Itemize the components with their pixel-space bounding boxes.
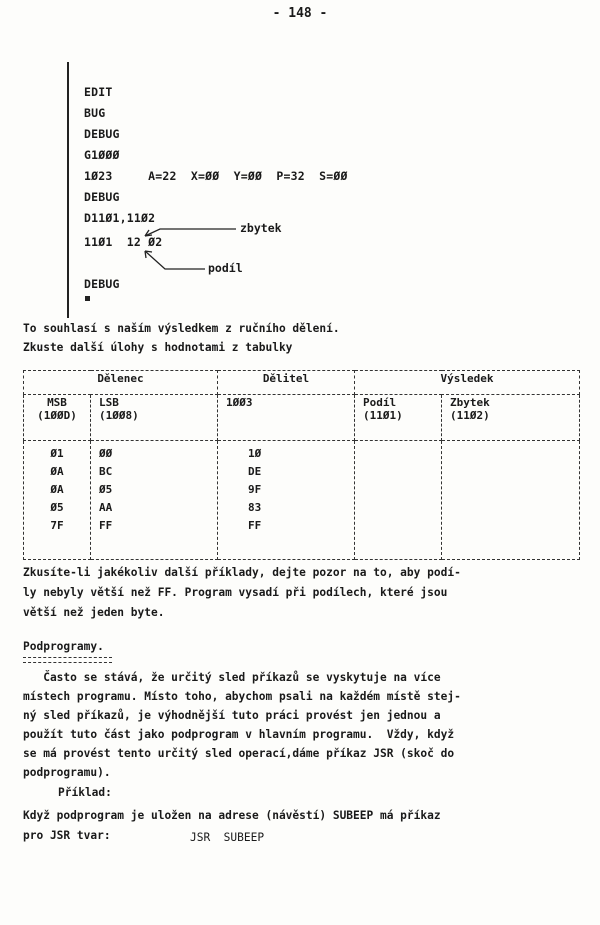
table-cell — [363, 499, 433, 517]
table-cell — [363, 463, 433, 481]
body-line: místech programu. Místo toho, abychom psali na každém místě stej- — [23, 690, 461, 703]
table-cell: ØØ — [99, 447, 113, 460]
table-cell — [450, 499, 571, 517]
header-divisor: Dělitel — [218, 371, 355, 395]
table-cell — [450, 517, 571, 535]
page-number: - 148 - — [272, 6, 328, 21]
table-cell: AA — [99, 501, 113, 514]
warning-line: větší než jeden byte. — [23, 606, 165, 619]
table-body-row — [24, 441, 580, 560]
table-cell — [363, 481, 433, 499]
body-line: se má provést tento určitý sled operací,dáme příkaz JSR (skoč do — [23, 747, 455, 760]
table-cell — [363, 517, 433, 535]
code-line: EDIT — [84, 85, 113, 99]
table-cell: ØA — [50, 483, 64, 496]
subheader-msb: MSB (1ØØD) — [24, 395, 91, 441]
body-line: ný sled příkazů, je výhodnější tuto práci provést jen jednou a — [23, 709, 441, 722]
code-line: D11Ø1,11Ø2 — [84, 211, 156, 225]
remainder-label: zbytek — [240, 221, 282, 235]
code-line: G1ØØØ — [84, 148, 120, 162]
table-cell: 7F — [50, 519, 64, 532]
table-cell: FF — [248, 519, 262, 532]
quotient-column — [355, 441, 442, 560]
subheader-remainder: Zbytek (11Ø2) — [442, 395, 580, 441]
code-line: BUG — [84, 106, 106, 120]
msb-column — [24, 441, 91, 560]
section-heading: Podprogramy. — [23, 640, 104, 653]
subheader-divisor: 1ØØ3 — [218, 395, 355, 441]
body-line: podprogramu). — [23, 766, 111, 779]
intro-line: To souhlasí s naším výsledkem z ručního dělení. — [23, 322, 340, 335]
table-cell — [450, 445, 571, 463]
warning-line: ly nebyly větší než FF. Program vysadí při podílech, které jsou — [23, 586, 448, 599]
table-cell: Ø5 — [99, 483, 113, 496]
jsr-example: JSR SUBEEP — [190, 831, 265, 844]
body-line: použít tuto část jako podprogram v hlavním programu. Vždy, když — [23, 728, 455, 741]
lsb-column — [91, 441, 218, 560]
table-cell: FF — [99, 519, 113, 532]
table-cell — [450, 463, 571, 481]
table-cell: 1Ø — [248, 447, 262, 460]
table-cell: ØA — [50, 465, 64, 478]
heading-underline — [23, 657, 112, 663]
table-cell: DE — [248, 465, 262, 478]
code-line: DEBUG — [84, 190, 120, 204]
code-line: DEBUG — [84, 127, 120, 141]
remainder-arrow-line — [145, 229, 236, 236]
subheader-lsb: LSB (1ØØ8) — [91, 395, 218, 441]
intro-line: Zkuste další úlohy s hodnotami z tabulky — [23, 341, 293, 354]
final-line: pro JSR tvar: — [23, 829, 111, 842]
header-result: Výsledek — [355, 371, 580, 395]
final-line: Když podprogram je uložen na adrese (návěstí) SUBEEP má příkaz — [23, 809, 441, 822]
table-cell — [450, 481, 571, 499]
divisor-column — [218, 441, 355, 560]
header-dividend: Dělenec — [24, 371, 218, 395]
subheader-quotient: Podíl (11Ø1) — [355, 395, 442, 441]
table-cell: 83 — [248, 501, 262, 514]
table-cell — [363, 445, 433, 463]
quotient-label: podíl — [208, 261, 243, 275]
code-line: 1Ø23 A=22 X=ØØ Y=ØØ P=32 S=ØØ — [84, 169, 348, 183]
quotient-arrow-line — [145, 251, 205, 269]
example-label: Příklad: — [58, 786, 112, 799]
remainder-column — [442, 441, 580, 560]
code-line: DEBUG — [84, 277, 120, 291]
table-cell: 9F — [248, 483, 262, 496]
code-line: 11Ø1 12 Ø2 — [84, 235, 163, 249]
body-line: Často se stává, že určitý sled příkazů se vyskytuje na více — [23, 671, 441, 684]
table-cell: BC — [99, 465, 113, 478]
table-cell: Ø5 — [50, 501, 64, 514]
table-cell: Ø1 — [50, 447, 64, 460]
division-table — [23, 370, 580, 560]
warning-line: Zkusíte-li jakékoliv další příklady, dejte pozor na to, aby podí- — [23, 566, 461, 579]
